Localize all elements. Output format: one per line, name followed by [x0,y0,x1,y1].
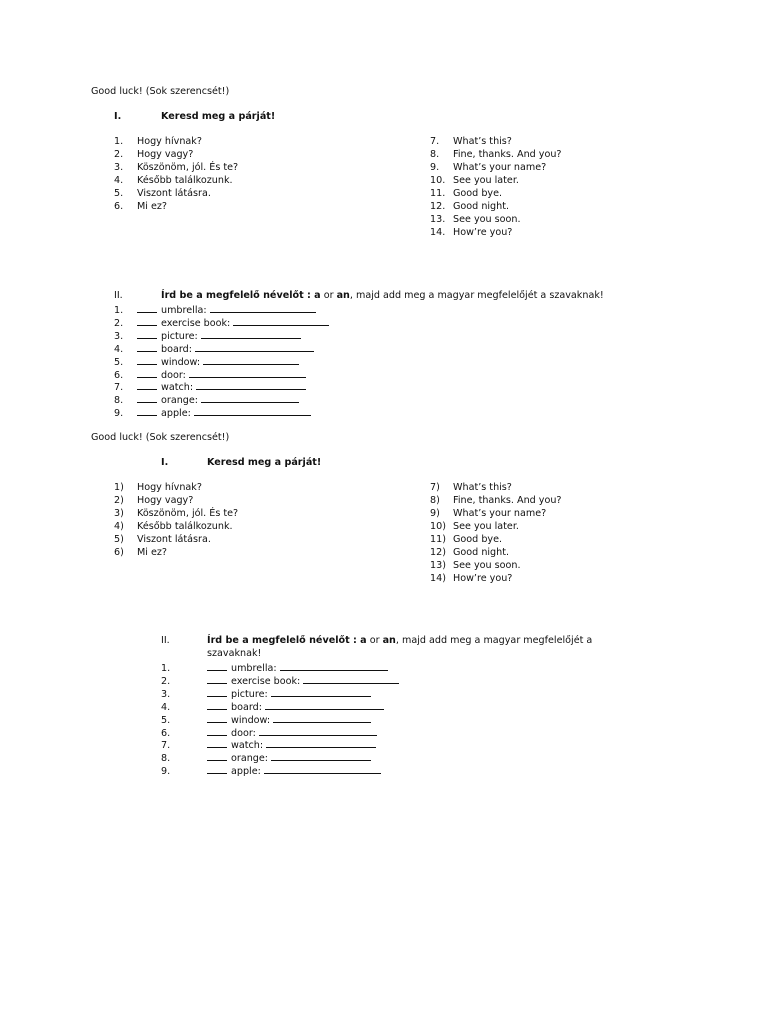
english-phrase-text: See you soon. [453,214,521,225]
word-item [161,751,371,765]
list-number: 4. [161,701,171,713]
hungarian-phrase-text: Köszönöm, jól. És te? [137,508,239,519]
translation-blank[interactable] [195,342,314,352]
translation-blank[interactable] [271,687,371,697]
list-number: 2. [114,149,124,160]
list-number: 13. [430,214,446,225]
english-phrase-item [430,482,512,494]
article-blank[interactable] [137,355,157,365]
word-item [114,342,314,356]
english-phrase-item [430,162,546,174]
list-number: 5. [114,356,124,368]
hungarian-phrase-item [114,508,238,520]
hungarian-phrase-text: Mi ez? [137,547,168,558]
english-phrase-text: Good bye. [453,188,503,199]
list-number: 8. [114,395,124,407]
english-phrase-item [430,560,521,572]
list-number: 6. [114,201,124,212]
translation-blank[interactable] [201,329,301,339]
list-number: 13) [430,560,446,571]
list-number: 6. [114,369,124,381]
section2-instruction-2-line2: szavaknak! [207,648,262,659]
english-phrase-item [430,508,546,520]
english-phrase-text: How’re you? [453,227,513,238]
english-phrase-item [430,214,521,226]
article-blank[interactable] [207,713,227,723]
word-text: umbrella: [231,663,277,674]
translation-blank[interactable] [189,368,306,378]
word-text: umbrella: [161,305,207,316]
word-item [114,368,306,382]
english-phrase-item [430,547,509,559]
word-text: apple: [231,766,261,778]
english-phrase-text: What’s your name? [453,508,547,519]
list-number: 14) [430,573,446,584]
list-number: 8. [161,753,171,765]
english-phrase-text: See you soon. [453,560,521,571]
english-phrase-text: What’s this? [453,136,512,147]
section2-instruction-1 [161,290,604,302]
english-phrase-item [430,495,562,507]
word-text: apple: [161,408,191,420]
instruction-rest: , majd add meg a magyar megfelelőjét a [395,635,593,646]
list-number: 8. [430,149,440,160]
translation-blank[interactable] [264,764,381,774]
translation-blank[interactable] [259,726,377,736]
section1-number-2: I. [161,457,169,468]
word-text: window: [231,714,271,726]
list-number: 10) [430,521,446,532]
english-phrase-text: What’s your name? [453,162,547,173]
list-number: 1. [114,305,124,316]
english-phrase-text: Good bye. [453,534,503,545]
article-blank[interactable] [207,661,227,671]
word-item [114,329,301,343]
list-number: 7. [430,136,440,147]
article-blank[interactable] [137,393,157,403]
list-number: 2) [114,495,124,506]
translation-blank[interactable] [266,738,376,748]
english-phrase-text: Good night. [453,547,510,558]
section2-number-1: II. [114,290,123,301]
english-phrase-text: How’re you? [453,573,513,584]
word-text: exercise book: [231,675,301,687]
instruction-rest: , majd add meg a magyar megfelelőjét a szavaknak! [349,290,604,301]
word-item [114,316,329,330]
good-luck-heading-1: Good luck! (Sok szerencsét!) [91,86,230,97]
instruction-or: or [320,290,337,301]
english-phrase-item [430,136,512,148]
translation-blank[interactable] [265,700,384,710]
section2-number-2: II. [161,635,170,646]
article-blank[interactable] [207,751,227,761]
word-item [161,687,371,701]
list-number: 12) [430,547,446,558]
word-text: watch: [161,382,194,394]
hungarian-phrase-text: Mi ez? [137,201,168,212]
list-number: 6. [161,727,171,739]
list-number: 9. [430,162,440,173]
list-number: 9) [430,508,440,519]
word-text: window: [161,356,201,368]
article-blank[interactable] [137,316,157,326]
word-item [161,674,399,688]
word-text: orange: [231,753,268,765]
english-phrase-text: What’s this? [453,482,512,493]
hungarian-phrase-text: Hogy hívnak? [137,482,202,493]
word-item [161,713,371,727]
hungarian-phrase-item [114,534,211,546]
english-phrase-text: See you later. [453,521,519,532]
article-blank[interactable] [207,674,227,684]
translation-blank[interactable] [303,674,399,684]
word-item [161,738,376,752]
english-phrase-item [430,175,519,187]
list-number: 8) [430,495,440,506]
list-number: 1. [161,663,171,674]
section2-instruction-2-line1 [207,635,592,647]
instruction-an: an [336,290,350,301]
list-number: 7. [114,382,124,394]
word-text: orange: [161,395,198,407]
english-phrase-item [430,149,562,161]
english-phrase-text: See you later. [453,175,519,186]
word-text: board: [161,343,192,355]
section1-title-1: Keresd meg a párját! [161,111,276,122]
hungarian-phrase-item [114,188,211,200]
translation-blank[interactable] [233,316,329,326]
english-phrase-item [430,188,502,200]
english-phrase-text: Fine, thanks. And you? [453,495,562,506]
translation-blank[interactable] [271,751,371,761]
list-number: 12. [430,201,446,212]
hungarian-phrase-text: Hogy vagy? [137,495,194,506]
hungarian-phrase-item [114,495,193,507]
hungarian-phrase-text: Később találkozunk. [137,175,233,186]
word-item [114,393,299,407]
english-phrase-text: Fine, thanks. And you? [453,149,562,160]
list-number: 3. [114,162,124,173]
article-blank[interactable] [207,738,227,748]
hungarian-phrase-item [114,175,233,187]
list-number: 4) [114,521,124,532]
hungarian-phrase-text: Később találkozunk. [137,521,233,532]
section1-number-1: I. [114,111,122,122]
word-item [114,303,316,317]
list-number: 11) [430,534,446,545]
english-phrase-item [430,201,509,213]
word-text: exercise book: [161,317,231,329]
hungarian-phrase-text: Viszont látásra. [137,188,211,199]
list-number: 7. [161,740,171,752]
list-number: 6) [114,547,124,558]
list-number: 1) [114,482,124,493]
hungarian-phrase-item [114,201,167,213]
word-item [161,661,388,675]
article-blank[interactable] [137,329,157,339]
hungarian-phrase-item [114,521,233,533]
word-item [161,764,381,778]
instruction-an: an [382,635,396,646]
hungarian-phrase-text: Köszönöm, jól. És te? [137,162,239,173]
word-text: door: [161,369,186,381]
hungarian-phrase-text: Hogy hívnak? [137,136,202,147]
hungarian-phrase-item [114,149,193,161]
good-luck-heading-2: Good luck! (Sok szerencsét!) [91,432,230,443]
article-blank[interactable] [137,368,157,378]
word-item [114,406,311,420]
english-phrase-text: Good night. [453,201,510,212]
english-phrase-item [430,227,512,239]
word-item [114,355,299,369]
translation-blank[interactable] [273,713,371,723]
hungarian-phrase-text: Hogy vagy? [137,149,194,160]
list-number: 4. [114,175,124,186]
word-item [114,380,306,394]
list-number: 2. [161,675,171,687]
list-number: 4. [114,343,124,355]
instruction-bold-part: Írd be a megfelelő névelőt : a [161,290,321,301]
translation-blank[interactable] [194,406,311,416]
translation-blank[interactable] [280,661,388,671]
article-blank[interactable] [207,764,227,774]
article-blank[interactable] [207,687,227,697]
hungarian-phrase-item [114,162,238,174]
instruction-or: or [366,635,383,646]
hungarian-phrase-text: Viszont látásra. [137,534,211,545]
translation-blank[interactable] [203,355,299,365]
translation-blank[interactable] [201,393,299,403]
article-blank[interactable] [137,380,157,390]
list-number: 3. [114,330,124,342]
list-number: 2. [114,317,124,329]
list-number: 11. [430,188,446,199]
english-phrase-item [430,573,512,585]
list-number: 7) [430,482,440,493]
word-text: door: [231,727,256,739]
word-text: board: [231,701,262,713]
list-number: 5. [114,188,124,199]
article-blank[interactable] [137,406,157,416]
english-phrase-item [430,521,519,533]
hungarian-phrase-item [114,547,167,559]
word-item [161,726,377,740]
list-number: 9. [114,408,124,420]
article-blank[interactable] [207,726,227,736]
hungarian-phrase-item [114,136,202,148]
article-blank[interactable] [137,342,157,352]
word-item [161,700,384,714]
list-number: 5) [114,534,124,545]
list-number: 3) [114,508,124,519]
word-text: picture: [161,330,198,342]
list-number: 1. [114,136,124,147]
list-number: 14. [430,227,446,238]
list-number: 10. [430,175,446,186]
list-number: 3. [161,688,171,700]
translation-blank[interactable] [210,303,316,313]
list-number: 9. [161,766,171,778]
word-text: watch: [231,740,264,752]
section1-title-2: Keresd meg a párját! [207,457,322,468]
article-blank[interactable] [207,700,227,710]
instruction-bold-part: Írd be a megfelelő névelőt : a [207,635,367,646]
translation-blank[interactable] [196,380,306,390]
english-phrase-item [430,534,502,546]
article-blank[interactable] [137,303,157,313]
hungarian-phrase-item [114,482,202,494]
list-number: 5. [161,714,171,726]
word-text: picture: [231,688,268,700]
